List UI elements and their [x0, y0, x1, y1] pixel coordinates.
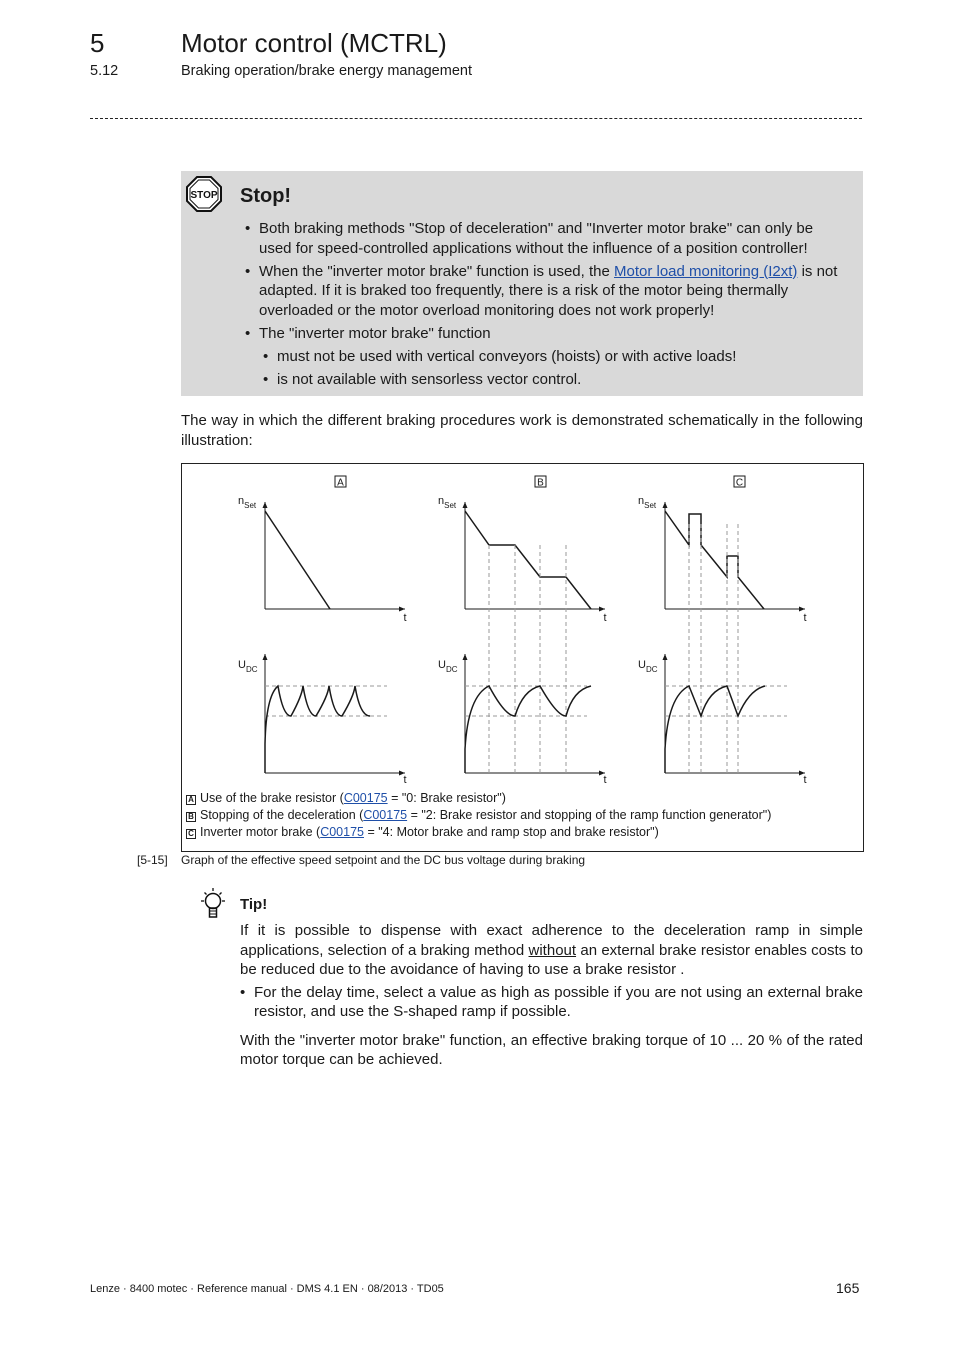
c00175-link[interactable]: C00175: [363, 808, 408, 822]
panel-b-speed-time-label: t: [603, 612, 607, 624]
panel-a-speed-curve: [265, 511, 330, 609]
panel-b-voltage-time-label: t: [603, 774, 607, 786]
legend-badge: B: [186, 812, 196, 822]
panel-c-speed-x-arrow: [799, 607, 805, 612]
legend-text: = "4: Motor brake and ramp stop and brake resistor"): [363, 825, 659, 839]
footer-document-info: Lenze · 8400 motec · Reference manual · DMS 4.1 EN · 08/2013 · TD05: [90, 1283, 444, 1295]
legend-item-b: [186, 807, 771, 824]
tip-paragraph: With the "inverter motor brake" function, an effective braking torque of 10 ... 20 % of the rated motor torque can be achieved.: [240, 1031, 863, 1068]
tip-text: If it is possible to dispense with exact adherence to the deceleration ramp in simple applications, selection of a braking method: [240, 922, 863, 959]
page-number: 165: [836, 1280, 860, 1296]
panel-c-voltage-label: $U_{DC}$: [638, 659, 658, 674]
panel-a-voltage-time-label: t: [403, 774, 407, 786]
stop-warning-box: [181, 171, 863, 396]
tip-body: [240, 921, 863, 1073]
legend-badge: A: [186, 795, 196, 805]
panel-a-voltage-label: $U_{DC}$: [238, 659, 258, 674]
c00175-link[interactable]: C00175: [343, 791, 388, 805]
c00175-link[interactable]: C00175: [320, 825, 364, 839]
stop-sub-bullet: [263, 370, 845, 390]
stop-sub-bullet: [263, 347, 845, 367]
stop-bullet-text: is not adapted. If it is braked too frequently, there is a risk of the motor being thermally overloaded or the motor overload monitoring does not work properly!: [259, 262, 838, 319]
stop-bullet-list: [245, 219, 845, 393]
legend-text: = "2: Brake resistor and stopping of the ramp function generator"): [407, 808, 772, 822]
stop-icon-label: STOP: [190, 190, 218, 201]
legend-text: = "0: Brake resistor"): [387, 791, 506, 805]
chapter-number: 5: [90, 28, 105, 58]
stop-sign-icon: [186, 176, 222, 212]
legend-item-a: [186, 790, 771, 807]
stop-bullet-text: When the "inverter motor brake" function is used, the: [259, 262, 614, 280]
lightbulb-icon: [196, 887, 230, 921]
panel-c-speed-label: $n_{Set}$: [638, 495, 657, 510]
panel-b-badge-label: B: [537, 477, 544, 489]
stop-bullet: [245, 324, 845, 344]
tip-paragraph: [240, 921, 863, 980]
tip-emphasis: without: [528, 941, 577, 959]
legend-text: Inverter motor brake (: [200, 825, 321, 839]
panel-b-voltage-y-arrow: [463, 654, 468, 660]
panel-a-voltage-curve: [265, 686, 370, 773]
figure-caption: [137, 853, 585, 867]
panel-c-voltage-time-label: t: [803, 774, 807, 786]
legend-text: Stopping of the deceleration (: [200, 808, 364, 822]
stop-sub-bullet-text: must not be used with vertical conveyors (hoists) or with active loads!: [277, 347, 737, 365]
header-divider: [90, 118, 862, 119]
panel-a-speed-label: $n_{Set}$: [238, 495, 257, 510]
panel-b-speed-label: $n_{Set}$: [438, 495, 457, 510]
tip-title: Tip!: [240, 896, 268, 913]
panel-c-badge-label: C: [735, 477, 744, 489]
panel-a-voltage-y-arrow: [263, 654, 268, 660]
section-number: 5.12: [90, 63, 119, 79]
legend-text: Use of the brake resistor (: [200, 791, 344, 805]
intro-paragraph: The way in which the different braking procedures work is demonstrated schematically in the following illustration:: [181, 412, 863, 449]
panel-a-speed-y-arrow: [263, 502, 268, 508]
stop-bullet-text: Both braking methods "Stop of deceleration" and "Inverter motor brake" can only be used for speed-controlled applications without the influence of a position controller!: [259, 220, 814, 257]
panel-a-badge-label: A: [337, 477, 344, 489]
stop-bullet: [245, 262, 845, 321]
figure-legend: [186, 790, 771, 841]
stop-sub-bullet-text: is not available with sensorless vector control.: [277, 370, 582, 388]
stop-title: Stop!: [240, 185, 292, 207]
braking-diagram-figure: [181, 463, 864, 852]
panel-b-speed-curve: [465, 511, 591, 609]
panel-c-voltage-y-arrow: [663, 654, 668, 660]
legend-badge: C: [186, 829, 196, 839]
panel-a-speed-x-arrow: [399, 607, 405, 612]
panel-b-speed-y-arrow: [463, 502, 468, 508]
panel-c-speed-y-arrow: [663, 502, 668, 508]
tip-bullet: [240, 983, 863, 1022]
panel-c-speed-curve: [665, 511, 764, 609]
section-title: Braking operation/brake energy management: [181, 63, 472, 79]
chapter-title: Motor control (MCTRL): [181, 28, 447, 58]
panel-c-voltage-curve: [665, 686, 765, 773]
panel-b-voltage-label: $U_{DC}$: [438, 659, 458, 674]
caption-number: [5-15]: [137, 853, 168, 867]
panel-b-speed-x-arrow: [599, 607, 605, 612]
motor-load-monitoring-link[interactable]: Motor load monitoring (I2xt): [614, 262, 798, 280]
legend-item-c: [186, 824, 771, 841]
panel-b-voltage-curve: [465, 686, 591, 773]
tip-bullet-text: For the delay time, select a value as high as possible if you are not using an external brake resistor, and use the S-shaped ramp if possible.: [254, 983, 863, 1020]
stop-bullet-text: The "inverter motor brake" function: [259, 324, 491, 342]
panel-a-speed-time-label: t: [403, 612, 407, 624]
stop-bullet: [245, 219, 845, 258]
panel-c-speed-time-label: t: [803, 612, 807, 624]
tip-text: an external brake resistor enables costs to be reduced due to the avoidance of having to use a brake resistor .: [240, 941, 863, 978]
caption-text: Graph of the effective speed setpoint and the DC bus voltage during braking: [181, 853, 586, 867]
